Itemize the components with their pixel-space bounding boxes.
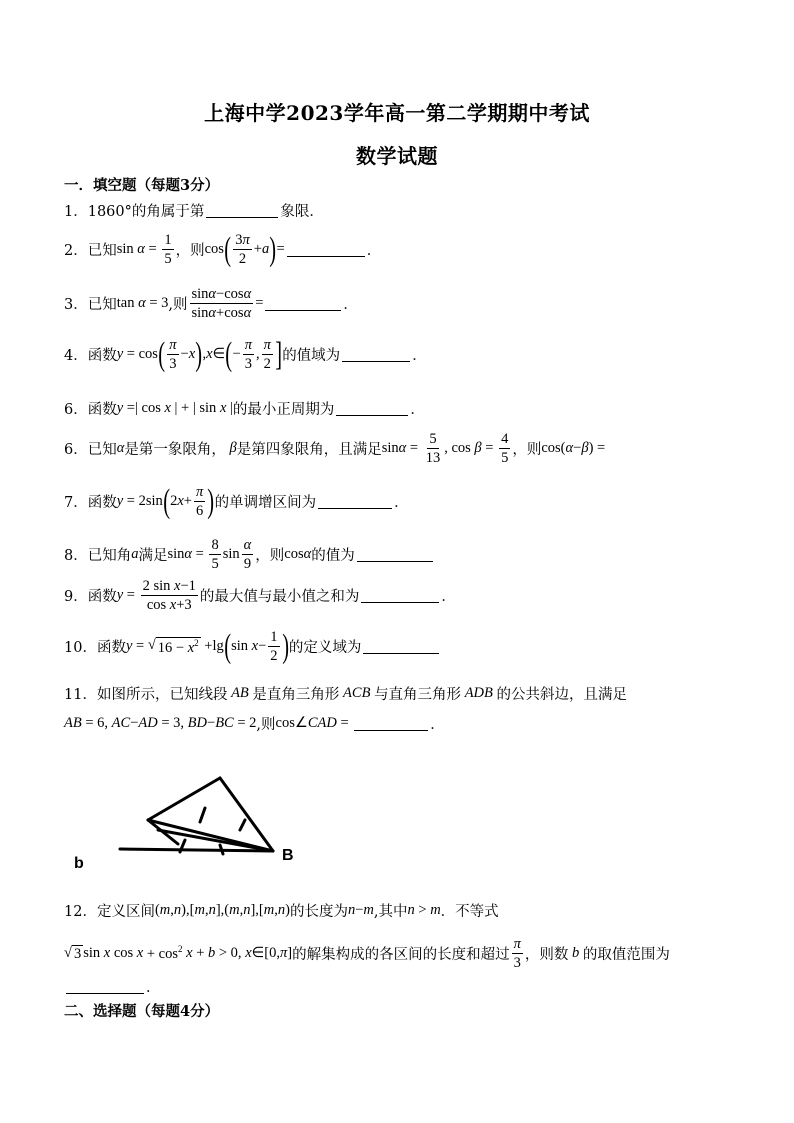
answer-blank[interactable] <box>318 494 392 509</box>
answer-blank[interactable] <box>287 242 365 257</box>
answer-blank[interactable] <box>66 979 144 994</box>
exam-title: 上海中学2023学年高一第二学期期中考试 <box>204 101 590 125</box>
answer-blank[interactable] <box>265 296 341 311</box>
answer-blank[interactable] <box>354 716 428 731</box>
sketch-triangles <box>60 760 320 880</box>
question-12: 12． 定义区间 ( m , n ),[ m , n ],( m , n ],[ m , n ) 的长度为 n − m ,其中 n > m ．不等式 <box>64 902 499 920</box>
question-11: 11． 如图所示，已知线段 AB 是直角三角形 ACB 与直角三角形 ADB 的公共斜边，且满足 <box>64 685 627 703</box>
answer-blank[interactable] <box>336 401 408 416</box>
question-5: 6． 函数 y =| cos x | + | sin x | 的最小正周期为 ． <box>64 400 425 418</box>
question-12-line-2: √ 3 sin x cos x + $\cos^2$ x + b > 0, x ∈[0, π ] 的解集构成的各区间的长度和超过 $\frac{\pi}{3}$ ，则数 b 的取值范围为 <box>64 936 670 971</box>
question-12-line-3: ． <box>64 976 161 997</box>
answer-blank[interactable] <box>206 203 278 218</box>
triangle-figure <box>60 760 320 884</box>
answer-blank[interactable] <box>357 547 433 562</box>
question-6: 6． 已知 α 是第一象限角， β 是第四象限角，且满足 sin α = $\frac{5}{13}$ , cos β = $\frac{4}{5}$ ，则 cos( α − β ) = <box>64 431 606 466</box>
question-3: 3． 已知 tan α = 3 ,则 $\frac{\sin\alpha-\cos\alpha}{\sin\alpha+\cos\alpha}$ = ． <box>64 286 358 321</box>
answer-blank[interactable] <box>342 347 410 362</box>
section-heading-multiple-choice: 二、选择题（每题4分） <box>64 1003 220 1020</box>
answer-blank[interactable] <box>363 639 439 654</box>
label-left: b <box>74 855 84 872</box>
answer-blank[interactable] <box>361 588 439 603</box>
exam-subtitle: 数学试题 <box>356 144 438 168</box>
question-11-line-2: AB = 6, AC − AD = 3, BD − BC = 2 ,则 cos∠ CAD = ． <box>64 715 445 733</box>
question-9: 9． 函数 y = $\frac{\text{2 sin x−1}}{\text{cos x+3}}$ 的最大值与最小值之和为 ． <box>64 578 456 613</box>
question-10: 10． 函数 y = √ $16 - x^2$ +lg ( sin x − $\frac{1}{2}$ ) 的定义域为 <box>64 628 441 665</box>
question-8: 8． 已知角 a 满足 sin α = $\frac{8}{5}$ sin $\frac{\alpha}{9}$ ，则 cos α 的值为 <box>64 536 435 573</box>
label-b-point: B <box>282 847 294 864</box>
question-2: 2． 已知 sin α = $\frac{1}{5}$ ，则 cos ( $\frac{3\pi}{2}$ + a ) = ． <box>64 230 382 268</box>
question-7: 7． 函数 y = 2sin ( 2 x + $\frac{\pi}{6}$ ) 的单调增区间为 ． <box>64 482 409 520</box>
question-1: 1． 1860°的角属于第 象限． <box>64 204 324 220</box>
question-4: 4． 函数 y = cos ( $\frac{\pi}{3}$ − x ) , x ∈ ( − $\frac{\pi}{3}$ , $\frac{\pi}{2}$ ] 的值域为 ． <box>64 335 427 373</box>
section-heading-fill-in: 一．填空题（每题3分） <box>64 177 220 194</box>
